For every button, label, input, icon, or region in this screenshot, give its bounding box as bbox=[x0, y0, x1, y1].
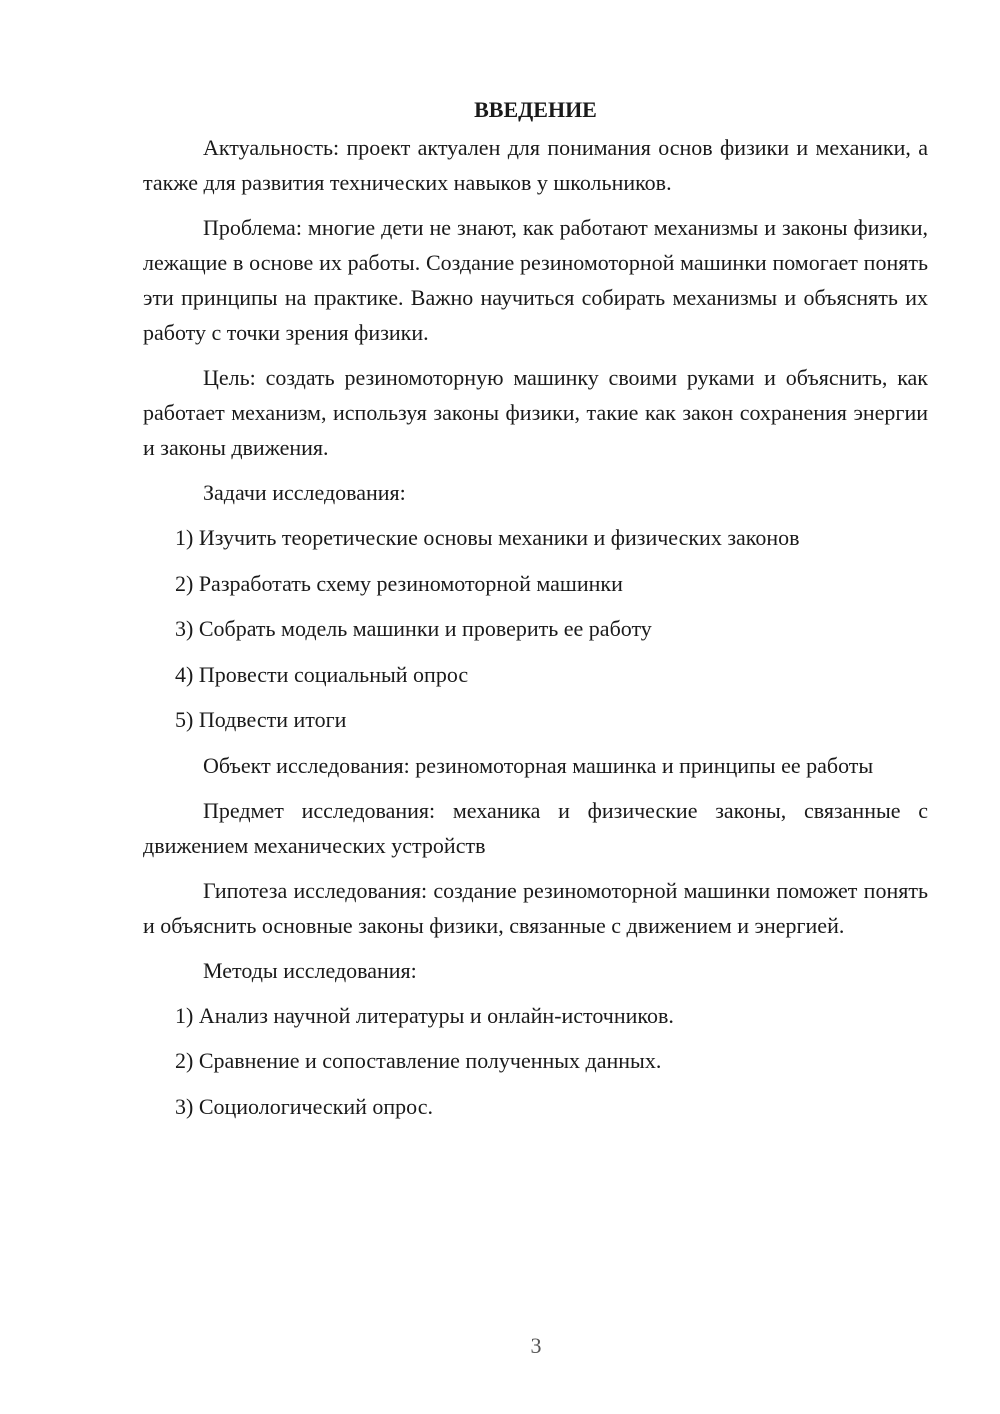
section-heading: ВВЕДЕНИЕ bbox=[474, 97, 597, 122]
list-item: 1) Анализ научной литературы и онлайн-источников. bbox=[175, 1002, 674, 1028]
list-item: 1) Изучить теоретические основы механики и физических законов bbox=[175, 525, 800, 550]
list-item: 5) Подвести итоги bbox=[175, 707, 347, 732]
methods-list bbox=[143, 998, 928, 1124]
list-item: 3) Социологический опрос. bbox=[175, 1093, 433, 1119]
methods-label: Методы исследования: bbox=[203, 957, 417, 983]
list-item: 4) Провести социальный опрос bbox=[175, 661, 469, 687]
list-item: 2) Сравнение и сопоставление полученных данных. bbox=[175, 1048, 662, 1073]
tasks-label: Задачи исследования: bbox=[203, 480, 406, 505]
page-number: 3 bbox=[530, 1333, 542, 1358]
list-item: 3) Собрать модель машинки и проверить ее работу bbox=[175, 616, 652, 641]
goal-paragraph: Цель: создать резиномоторную машинку своими руками и объяснить, как работает механизм, используя законы физики, такие как закон сохранения энергии и законы движения. bbox=[143, 365, 928, 460]
object-paragraph: Объект исследования: резиномоторная машинка и принципы ее работы bbox=[203, 752, 874, 778]
tasks-list bbox=[143, 520, 928, 737]
problem-paragraph: Проблема: многие дети не знают, как работают механизмы и законы физики, лежащие в основе их работы. Создание резиномоторной машинки помогает понять эти принципы на практике. Важно научиться собирать механизмы и объяснять их работу с точки зрения физики. bbox=[143, 215, 928, 345]
document-page bbox=[143, 92, 928, 1134]
relevance-paragraph: Актуальность: проект актуален для понимания основ физики и механики, а также для развития технических навыков у школьников. bbox=[143, 135, 928, 195]
hypothesis-paragraph: Гипотеза исследования: создание резиномоторной машинки поможет понять и объяснить основные законы физики, связанные с движением и энергией. bbox=[143, 877, 928, 938]
subject-paragraph: Предмет исследования: механика и физические законы, связанные с движением механических устройств bbox=[143, 797, 928, 858]
list-item: 2) Разработать схему резиномоторной машинки bbox=[175, 570, 623, 596]
